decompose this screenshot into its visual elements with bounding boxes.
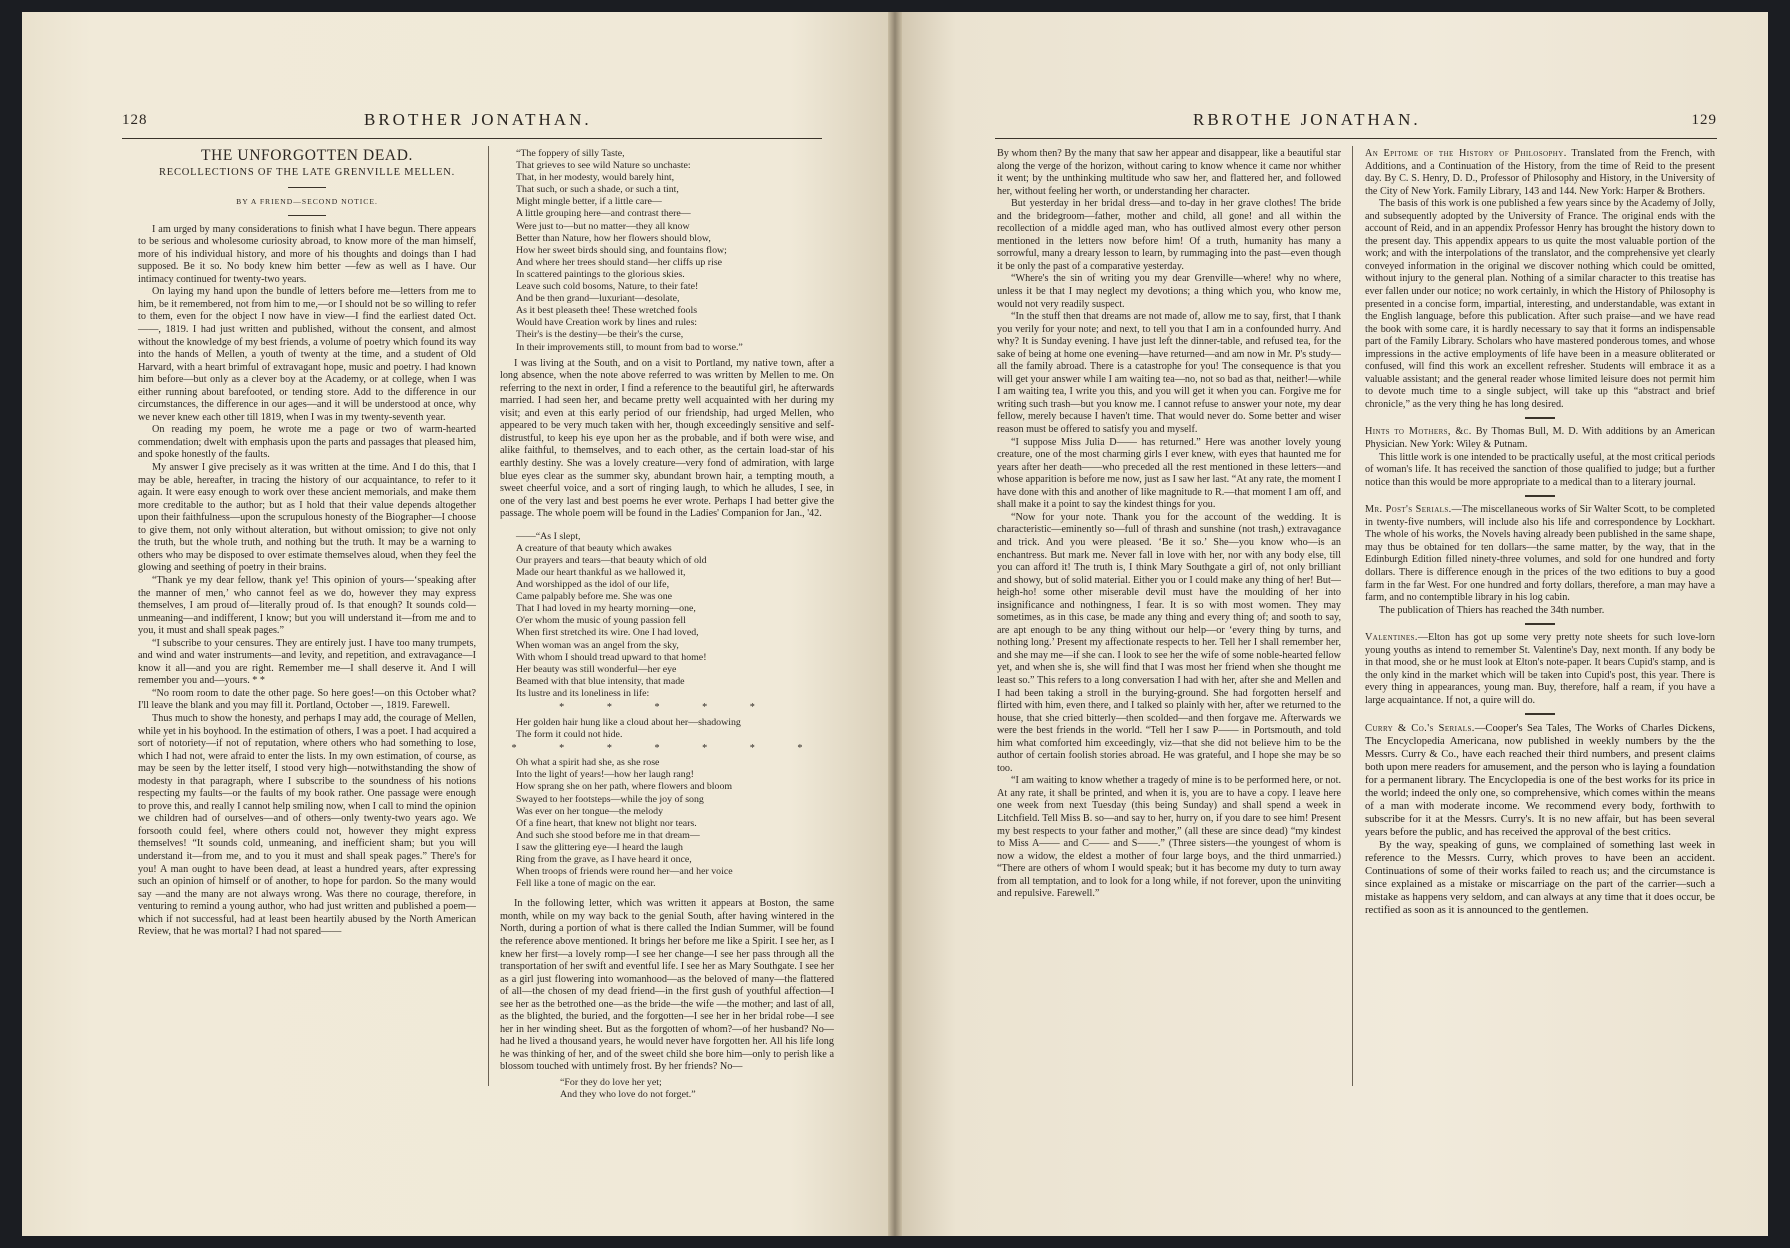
verse-line: That I had loved in my hearty morning—one, [516, 603, 696, 615]
verse-line: Of a fine heart, that knew not blight nor tears. [516, 817, 697, 829]
poem-excerpt [560, 1077, 834, 1101]
verse-line: As it best pleaseth thee! These wretched fools [516, 305, 698, 317]
verse-line: Her golden hair hung like a cloud about her—shadowing [516, 716, 741, 728]
verse-line: Fell like a tone of magic on the ear. [516, 878, 656, 890]
paragraph: I am urged by many considerations to finish what I have begun. There appears to be serious and wholesome curiosity abroad, to know more of the man himself, more of his individual history, and more of his thoughts and doings than I had supposed. Be it so. No body knew him better —few as well as I have. Our intimacy continued for twenty-two years. [138, 223, 476, 285]
notice-lead: —The miscellaneous works of Sir Walter Scott, to be completed in twenty-five numbers, will include also his life and correspondence by Lockhart. The whole of his works, the Novels having already been published in the same shape, may thus be obtained for ten dollars—the same matter, by the way, that in the Edinburgh Edition filled ninety-three volumes, and sold for one hundred and forty dollars. There is difference enough in the prices of the two editions to buy a good farm in the far West. For one hundred and forty dollars, therefore, a man may have a farm, and no contemptible library in his log cabin. [1365, 504, 1715, 604]
verse-line: O'er whom the music of young passion fell [516, 615, 686, 627]
notice-lead: Translated from the French, with Additions, and a Continuation of the History, from the time of Reid to the present day. By C. S. Henry, D. D., Professor of Philosophy and History, in the University of the City of New York. Family Library, 143 and 144. New York: Harper & Brothers. [1365, 148, 1715, 197]
verse-line: Leave such cold bosoms, Nature, to their fate! [516, 281, 699, 293]
page-number: 129 [1691, 112, 1717, 128]
notice-heading: Hints to Mothers, &c. [1365, 426, 1472, 438]
paragraph: “Where's the sin of writing you my dear Grenville—where! why no where, unless it be that I may neglect my devotions; a thing which you, who know me, would not very readily suspect. [997, 273, 1341, 310]
verse-line: When first stretched its wire. One I had loved, [516, 627, 699, 639]
newspaper-spread [22, 12, 1768, 1236]
verse-line: How sprang she on her path, where flowers and bloom [516, 781, 733, 793]
article-body [138, 224, 476, 939]
right-column-1 [997, 148, 1341, 901]
article-title: THE UNFORGOTTEN DEAD. [201, 147, 413, 164]
verse-line: And such she stood before me in that dream— [516, 829, 700, 841]
notice-curry-serials [1365, 722, 1715, 917]
notice-lead: By Thomas Bull, M. D. With additions by an American Physician. New York: Wiley & Putnam. [1365, 426, 1716, 451]
paragraph: “I subscribe to your censures. They are entirely just. I have too many trumpets, and wind and water instruments—and levity, and repetition, and extravagance—I know it all—and you are right. Remember me—I shall deserve it. And I will remember you and—yours. * * [138, 637, 476, 687]
verse-line: Oh what a spirit had she, as she rose [516, 757, 660, 769]
paragraph: “No room room to date the other page. So here goes!—on this October what? I'll leave the blank and you may fill it. Portland, October —, 1819. Farewell. [138, 687, 476, 712]
stars-separator: * * * * * [559, 702, 775, 714]
notice-hints-to-mothers [1365, 426, 1715, 489]
verse-line: How her sweet birds should sing, and fountains flow; [516, 244, 727, 256]
verse-line: Was ever on her tongue—the melody [516, 805, 664, 817]
verse-line: In their improvements still, to mount from bad to worse.” [516, 341, 743, 353]
verse-line: Their's is the destiny—be their's the curse, [516, 329, 684, 341]
verse-line: Beamed with that blue intensity, that made [516, 675, 685, 687]
verse-line: Made our heart thankful as we hallowed it, [516, 566, 686, 578]
right-page [895, 12, 1768, 1236]
verse-line: With whom I should tread upward to that home! [516, 651, 707, 663]
article-subtitle: RECOLLECTIONS OF THE LATE GRENVILLE MELLEN. [158, 166, 456, 178]
spacer [500, 521, 834, 531]
notice-heading: Valentines. [1365, 632, 1418, 644]
book-gutter [888, 12, 902, 1236]
verse-line: Were just to—but no matter—they all know [516, 220, 690, 232]
title-rule [288, 187, 326, 188]
paragraph: By whom then? By the many that saw her appear and disappear, like a beautiful star along the verge of the horizon, without caring to know whence it came nor whither it went; by the unthinking multitude who saw her, and flattered her, and followed her, without feeling her worth, or understanding her character. [997, 148, 1341, 197]
right-column-2 [1365, 148, 1715, 917]
verse-line: Came palpably before me. She was one [516, 591, 673, 603]
notice-heading: Curry & Co.'s Serials. [1365, 723, 1475, 735]
verse-line: That such, or such a shade, or such a tint, [516, 184, 679, 196]
notice-separator [1525, 713, 1555, 715]
stars-separator: * * * * * * * [511, 742, 823, 754]
verse-line: “For they do love her yet; [560, 1076, 662, 1088]
verse-line: And worshipped as the idol of our life, [516, 579, 670, 591]
paragraph: I was living at the South, and on a visit to Portland, my native town, after a long absence, when the note above referred to was written by Mellen to me. On referring to the next in order, I find a reference to the beautiful girl, he afterwards married. I had seen her, and became pretty well acquainted with her during my visit; and even at this early period of our friendship, had urged Mellen, who appeared to be very much taken with her, though exceedingly sensitive and self-distrustful, to keep his eye upon her as the probable, and if both were wise, and alike faithful, to themselves, and to each other, as the certain load-star of his earthly destiny. She was a lovely creature—very fond of admiration, with large blue eyes clear as the summer sky, abundant brown hair, a tempting mouth, a sweet cheerful voice, and a sort of ringing laugh, to which he alludes, I see, in one of the very last and best poems he ever wrote. Perhaps I had better give the passage. The whole poem will be found in the Ladies' Companion for Jan., '42. [500, 357, 834, 520]
poem-excerpt [516, 531, 834, 700]
verse-line: The form it could not hide. [516, 728, 623, 740]
paragraph: On reading my poem, he wrote me a page or two of warm-hearted commendation; dwelt with emphasis upon the parts and passages that pleased him, and spoke honestly of the faults. [138, 424, 476, 461]
masthead: RBROTHE JONATHAN. [1193, 110, 1421, 129]
verse-line: Its lustre and its loneliness in life: [516, 687, 650, 699]
notice-body: By the way, speaking of guns, we complained of something last week in reference to the Messrs. Curry, which proves to have been an accident. Continuations of some of their works failed to reach us; and the circumstance is since explained as a mistake or miscarriage on the part of the carrier—such a mistake as happens very seldom, and can always at any time that it does occur, be rectified as soon as it is announced to the gentlemen. [1365, 840, 1715, 917]
verse-line: I saw the glittering eye—I heard the laugh [516, 841, 683, 853]
paragraph: “In the stuff then that dreams are not made of, allow me to say, first, that I thank you verily for your note; and next, to tell you that I am in a confounded hurry. And why? It is Sunday evening. I have just left the dinner-table, and refused tea, for the sake of being at home one evening—have returned—and am now in Mr. P's study—all the family abroad. There is a catastrophe for you! The consequence is that you will get your answer while I am waiting tea—no, not so bad as that, neither!—while I am waiting tea, I write you this, and you will get it when you can. Forgive me for writing such trash—but you know me. I cannot refuse to answer your note, my dear fellow, merely because I haven't time. That would never do. Some better and wiser reason must be offered to satisfy you and myself. [997, 311, 1341, 436]
verse-line: A little grouping here—and contrast there— [516, 208, 691, 220]
paragraph: Thus much to show the honesty, and perhaps I may add, the courage of Mellen, while yet in his boyhood. In the estimation of others, I was a poet. I had acquired a sort of notoriety—if not of reputation, where others who had something to lose, which I had not, were afraid to enter the lists. In my own estimation, of course, as may be seen by the letter itself, I stood very high—notwithstanding the show of modesty in that paragraph, where I subscribe to the soundness of his notions respecting my faults—or the faults of my book rather. One passage were enough to prove this, and really I cannot help smiling now, when I call to mind the opinion we children had of ourselves—and of others—only twenty-two years ago. We forsooth could feel, where others could not, however they might express themselves! “It sounds cold, unmeaning, and inefficient sham; but you will understand it—from me, and to you it must and shall speak pages.” There's for you! A man ought to have been dead, at least a hundred years, after expressing such an opinion of himself or of another, to hope for pardon. So the many would say —and the many are not always wrong. Was there no courage, therefore, in venturing to remind a young author, who had just written and published a poem—which if not successful, had at least been heartily abused by the North American Review, that he was mortal? I had not spared—— [138, 712, 476, 938]
verse-line: Into the light of years!—how her laugh rang! [516, 769, 694, 781]
poem-excerpt [516, 757, 834, 890]
verse-line: That grieves to see wild Nature so unchaste: [516, 160, 691, 172]
article-byline: BY A FRIEND—SECOND NOTICE. [236, 197, 378, 207]
notice-body: This little work is one intended to be practically useful, at the most critical periods of woman's life. It has received the sanction of those qualified to judge; but a further notice than this would be more appropriate to a medical than to a literary journal. [1365, 451, 1715, 488]
verse-line: Would have Creation work by lines and rules: [516, 317, 698, 329]
verse-line: When troops of friends were round her—and her voice [516, 866, 733, 878]
poem-excerpt [516, 148, 834, 354]
verse-line: Swayed to her footsteps—while the joy of song [516, 793, 704, 805]
left-page [22, 12, 895, 1236]
column-divider [488, 146, 489, 1086]
verse-line: In scattered paintings to the glorious skies. [516, 268, 685, 280]
verse-line: And they who love do not forget.” [560, 1089, 696, 1101]
verse-line: That, in her modesty, would barely hint, [516, 172, 675, 184]
article-body [997, 148, 1341, 901]
paragraph: “I suppose Miss Julia D—— has returned.” Here was another lovely young creature, one of the most charming girls I ever knew, with eyes that haunted me for years after her death——who preceded all the rest mentioned in these letters—and whose apparition is before me now, just as I saw her last. “At any rate, the moment I have done with this and another of like magnitude to R.—that moment I am off, and shall make it a point to say the kindest things for you. [997, 436, 1341, 511]
notice-separator [1525, 495, 1555, 497]
verse-line: When woman was an angel from the sky, [516, 639, 679, 651]
right-page-header [995, 110, 1717, 136]
column-divider [1352, 146, 1353, 1086]
verse-line: Ring from the grave, as I have heard it once, [516, 854, 692, 866]
left-page-header [122, 110, 822, 136]
verse-line: ——“As I slept, [516, 530, 581, 542]
header-rule [995, 138, 1717, 139]
notice-separator [1525, 417, 1555, 419]
verse-line: Her beauty was still wonderful—her eye [516, 663, 677, 675]
verse-line: A creature of that beauty which awakes [516, 542, 672, 554]
notice-heading: Mr. Post's Serials. [1365, 504, 1452, 516]
header-rule [122, 138, 822, 139]
page-number: 128 [122, 112, 148, 128]
verse-line: Our prayers and tears—that beauty which of old [516, 554, 707, 566]
paragraph: “Thank ye my dear fellow, thank ye! This opinion of yours—‘speaking after the manner of men,’ who cannot feel as we do, however they may express themselves, I am proud of—literally proud of. Is that enough? It sounds cold—unmeaning—and indifferent, I know; but you will understand it—from me and to you, it must and shall speak pages.” [138, 574, 476, 637]
notice-lead: —Cooper's Sea Tales, The Works of Charles Dickens, The Encyclopedia Americana, now published in weekly numbers by the the Messrs. Curry & Co., have each reached their third numbers, and present claims both upon mere readers for amusement, and the person who is laying a foundation for a permanent library. The Encyclopedia is one of the best works for its price in the world; indeed the only one, so comprehensive, which comes within the means of a man with moderate income. We recommend every body, forthwith to subscribe for it at the Messrs. Curry's. It is no new affair, but has been several years before the public, and has received the approval of the best critics. [1365, 723, 1715, 839]
byline-rule [288, 215, 326, 216]
left-column-1 [138, 148, 476, 939]
notice-heading: An Epitome of the History of Philosophy. [1365, 148, 1567, 159]
verse-line: And where her trees should stand—her cliffs up rise [516, 256, 723, 268]
paragraph: “I am waiting to know whether a tragedy of mine is to be performed here, or not. At any rate, it shall be printed, and when it is, you are to have a copy. I leave here one week from next Tuesday (this being Sunday) and shall spend a week in Litchfield. Tell Miss B. so—and say to her, hurry on, if you dare to see him! Present my best respects to your father and mother,” (all these are since dead) “my kindest to Miss A—— and C—— and S——.” (Three sisters—the youngest of whom is now a widow, the eldest a mother of four large boys, and the third unmarried.) “There are others of whom I would speak; but it has become my duty to turn away from all temptation, and to look for a long while, if not forever, upon the uninviting and repulsive. Farewell.” [997, 775, 1341, 900]
paragraph: In the following letter, which was written it appears at Boston, the same month, while on my way back to the genial South, after having wintered in the North, during a portion of what is there called the Indian Summer, will be found the reference above mentioned. It brings her before me like a Spirit. I see her, as I knew her first—a lovely romp—I see her change—I see her pass through all the transportation of her swift and eventful life. I see her as Mary Southgate. I see her as a girl just flowering into womanhood—as the beloved of many—the flattered of all—the chosen of my dead friend—in the first gush of youthful affection—I see her as the betrothed one—as the bride—the wife —the mother; and last of all, as the blighted, the buried, and the forgotten—I see her in her bridal robe—I see her in her winding sheet. But as the forgotten of whom?—of her husband? No—had he lived a thousand years, he would never have forgotten her. All his life long he was thinking of her, and of the sweet child she bore him—only to perish like a blossom touched with untimely frost. By her friends? No— [500, 898, 834, 1073]
notice-lead: —Elton has got up some very pretty note sheets for such love-lorn young youths as intend to remember St. Valentine's Day, next month. If any body be in that mood, she or he must look at Elton's note-paper. It bears Cupid's stamp, and is the only kind in the market which will be taken into Cupid's post, this year. There is every thing in appearances, young man. Buy, therefore, half a ream, if you have a large acquaintance. If not, a quire will do. [1365, 632, 1715, 706]
notice-post-serials [1365, 504, 1715, 617]
notice-body: The publication of Thiers has reached the 34th number. [1379, 604, 1605, 616]
masthead: BROTHER JONATHAN. [364, 110, 592, 129]
verse-line: And be then grand—luxuriant—desolate, [516, 293, 680, 305]
verse-line: Might mingle better, if a little care— [516, 196, 662, 208]
verse-line: “The foppery of silly Taste, [516, 148, 625, 159]
notice-valentines [1365, 632, 1715, 707]
notice-body: The basis of this work is one published a few years since by the Academy of Jolly, and subsequently adopted by the University of France. The original ends with the account of Reid, and in an appendix Professor Henry has brought the history down to the present day. This appendix appears to us quite the most valuable portion of the work; and with the interpolations of the translator, and the comprehensive yet clearly conveyed information in the original we discover nothing which could be omitted, without injury to the general plan. Nothing of a similar character to this treatise has ever fallen under our notice; no work certainly, in which the History of Philosophy is presented in a concise form, impartial, interesting, and understandable, was extant in the English language, before this publication. After such praise—and we have read the book with some care, it is hardly necessary to say that it forms an indispensable part of the Family Library. Scholars who have mastered ponderous tomes, and whose impressions in the active employments of life have been in a measure obliterated or confused, will find this work an excellent refresher. Students will embrace it as a valuable assistant; and the general reader whose limited leisure does not permit him to devote much time to a single subject, will take up this “abstract and brief chronicle,” as the very thing he has long desired. [1365, 198, 1715, 410]
verse-line: Better than Nature, how her flowers should blow, [516, 232, 711, 244]
left-column-2 [500, 148, 834, 1101]
notice-philosophy [1365, 148, 1715, 411]
paragraph: My answer I give precisely as it was written at the time. And I do this, that I may be able, hereafter, in tracing the history of our acquaintance, to refer to it again. It were easy enough to work over these ancient memorials, and make them more creditable to the author; but as I hold that their value depends altogether upon their faithfulness—upon the scrupulous honesty of the Biographer—I choose to give them, not only without alteration, but without omission; to give not only the truth, but the whole truth, and nothing but the truth. It may be a warning to others who may be disposed to over estimate themselves aloud, when they feel the glowing and seething of poetry in their brains. [138, 462, 476, 574]
paragraph: On laying my hand upon the bundle of letters before me—letters from me to him, be it remembered, not from him to me,—or I should not be so willing to refer to them, even for the object I now have in view—I find the earliest dated Oct. ——, 1819. I had just written and published, without the consent, and almost without the knowledge of my best friends, a volume of poetry which found its way into the hands of Mellen, a youth of twenty at the time, and a student of Old Harvard, with a heart brimful of extravagant hope, music and poetry. I had known him before—but only as a clever boy at the Academy, or at college, when I was either running about barefooted, or tending store. Add to the difference in our circumstances, the difference in our ages—and it will be understood at once, why we never knew each other till 1819, when I was in my twenty-seventh year. [138, 286, 476, 423]
paragraph: But yesterday in her bridal dress—and to-day in her grave clothes! The bride and the bridegroom—father, mother and child, all gone! and all within the recollection of a middle aged man, who has outlived almost every other person mentioned in the letters now before him! Of a truth, humanity has many a sorrowful, many a dreary lesson to learn, by rummaging into the past—even though it be only the past of a comparative yesterday. [997, 198, 1341, 272]
notice-separator [1525, 623, 1555, 625]
poem-excerpt [516, 717, 834, 741]
paragraph: “Now for your note. Thank you for the account of the wedding. It is characteristic—eminently so—full of thrash and sunshine (not trash,) extravagance and trick. And you were pleased. ‘Be it so.’ She—you know who—is an enchantress. But mark me. Never fall in love with her, nor with any body else, till you can afford it! The truth is, I think Mary Southgate a girl of, not only brilliant and showy, but of solid material. Either you or I could make any thing of her! But—heigh-ho! some other miserable devil must have the moulding of her into insignificance and nothingness, I fear. It is so with most women. They may sometimes, as in this case, be made any thing and every thing of; and sooth to say, are apt enough to be any thing without our help—or ‘every thing by turns, and nothing long.’ Present my affectionate respects to her. Tell her I shall remember her, and she may me—if she can. I look to see her the wife of some noble-hearted fellow yet, and when she is, she will find that I was most her friend when she thought me least so.” This refers to a long conversation I had with her, after she and Mellen and I had been taking a stroll in the burying-ground. She had forgotten herself and flirted with him, even there, and I talked so plainly with her, after we returned to the house, that she cried bitterly—then scolded—and then forgave me. Afterwards we were the best friends in the world. “Tell her I saw P—— in Portsmouth, and told him what comforted him exceedingly, viz—that she did not believe him to be the author of certain foolish stories abroad. He was grateful, and I hope she may be so too. [997, 511, 1341, 774]
